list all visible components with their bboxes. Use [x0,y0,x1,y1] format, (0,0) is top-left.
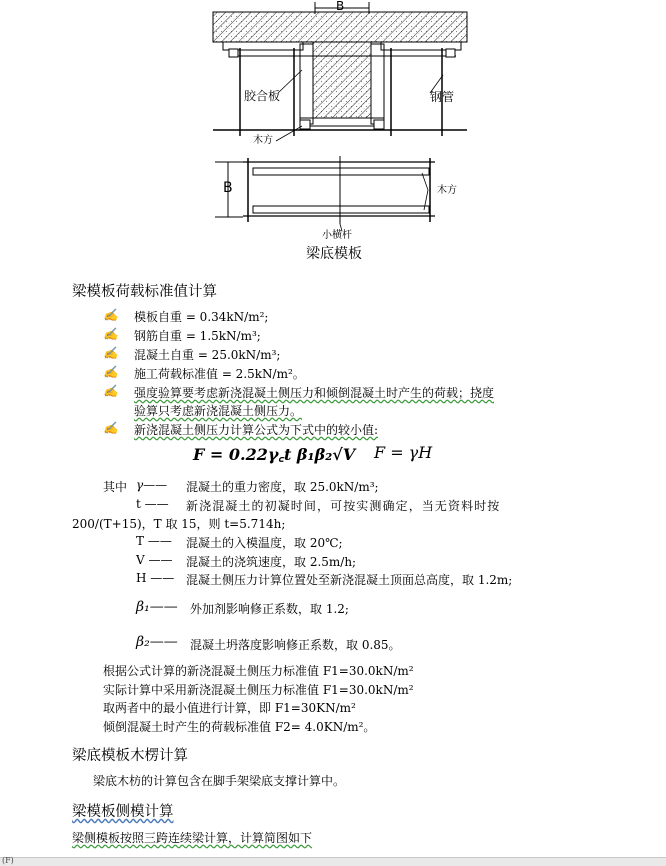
beta1-symbol: β₁—— [136,599,178,615]
bullet-icon: ✍ [103,327,118,341]
def-symbol: t —— [136,497,169,511]
label-b-top: B [336,0,345,13]
bullet-item: 混凝土自重 = 25.0kN/m³; [134,348,281,362]
section2-text: 梁底木枋的计算包含在脚手架梁底支撑计算中。 [93,774,346,788]
result-line: 根据公式计算的新浇混凝土侧压力标准值 F1=30.0kN/m² [103,664,414,678]
bullet-item: 模板自重 = 0.34kN/m²; [134,310,269,324]
def-symbol: γ—— [136,478,168,492]
def-text: 混凝土侧压力计算位置处至新浇混凝土顶面总高度，取 1.2m; [186,573,513,587]
bullet-item: 施工荷载标准值 = 2.5kN/m²。 [134,367,305,381]
bullet-icon: ✍ [103,421,118,435]
label-b-side: B [223,180,233,196]
def-symbol: V —— [136,553,173,567]
bullet-icon: ✍ [103,346,118,360]
bullet-icon: ✍ [103,365,118,379]
where-prefix: 其中 [103,480,128,494]
bullet-item-continued: 验算只考虑新浇混凝土侧压力。 [134,404,303,418]
bullet-icon: ✍ [103,308,118,322]
heading-beam-bottom-joists: 梁底模板木楞计算 [72,748,188,764]
result-line: 倾倒混凝土时产生的荷载标准值 F2= 4.0KN/m²。 [103,720,376,734]
def-text: 混凝土的入模温度，取 20℃; [186,536,343,550]
def-text: 混凝土的重力密度，取 25.0kN/m³; [186,480,379,494]
result-line: 取两者中的最小值进行计算，即 F1=30KN/m² [103,701,356,715]
figure-caption: 梁底模板 [306,246,362,262]
beta1-text: 外加剂影响修正系数，取 1.2; [190,602,349,616]
beta2-text: 混凝土坍落度影响修正系数，取 0.85。 [190,638,401,652]
section3-text: 梁侧模板按照三跨连续梁计算，计算简图如下 [72,831,313,845]
heading-beam-formwork-loads: 梁模板荷载标准值计算 [72,284,217,300]
label-steel-pipe: 钢管 [430,90,455,104]
bullet-item: 强度验算要考虑新浇混凝土侧压力和倾倒混凝土时产生的荷载；挠度 [134,386,495,400]
bullet-icon: ✍ [103,384,118,398]
beam-bottom-plan [215,156,435,231]
beam-formwork-figure [0,0,666,268]
def-text: 混凝土的浇筑速度，取 2.5m/h; [186,555,357,569]
def-symbol: T —— [136,534,172,548]
beta2-symbol: β₂—— [136,634,178,650]
heading-beam-side-formwork: 梁模板侧模计算 [72,804,174,820]
formula-simple: F = γH [374,443,433,462]
beam-section [313,42,371,118]
label-crossbar: 小横杆 [322,230,352,241]
bullet-item: 钢筋自重 = 1.5kN/m³; [134,329,261,343]
floor-slab [213,12,467,42]
bullet-item: 新浇混凝土侧压力计算公式为下式中的较小值: [134,423,379,437]
def-text-continued: 200/(T+15)，T 取 15，则 t=5.714h; [72,517,286,531]
result-line: 实际计算中采用新浇混凝土侧压力标准值 F1=30.0kN/m² [103,683,414,697]
formula-lateral-pressure: F = 0.22γ꜀t β₁β₂√V [193,445,356,464]
def-symbol: H —— [136,571,175,585]
status-bar-fragment: (F) [2,856,14,865]
label-plywood: 胶合板 [244,89,281,103]
label-timber-right: 木方 [437,185,457,196]
def-text: 新浇混凝土的初凝时间，可按实测确定，当无资料时按 [186,499,501,513]
label-timber-top: 木方 [253,135,273,146]
